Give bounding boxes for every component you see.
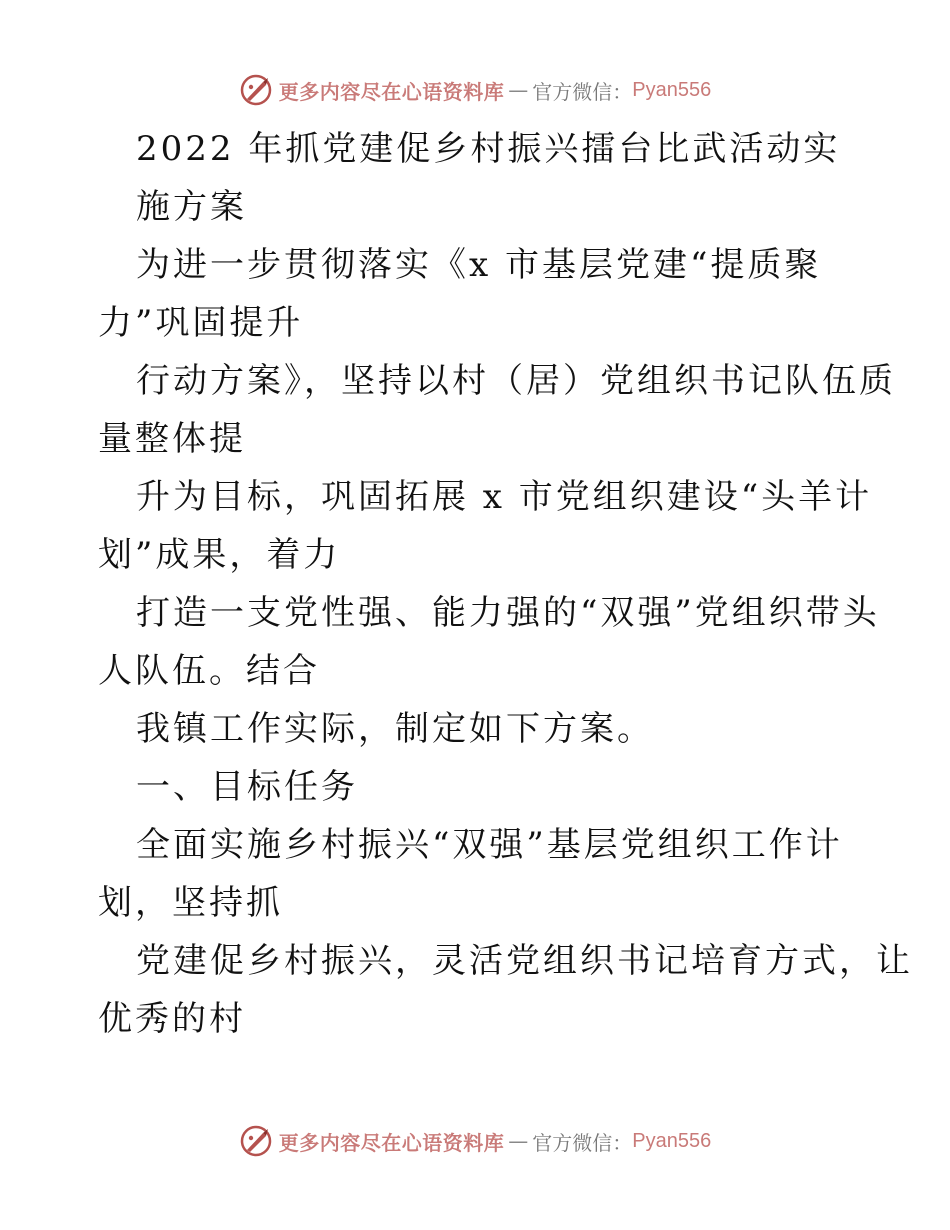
- doc-line: 党建促乡村振兴，灵活党组织书记培育方式，让: [136, 941, 913, 981]
- watermark-account-id: Pyan556: [632, 1129, 712, 1152]
- doc-line: 为进一步贯彻落实《x 市基层党建“提质聚: [136, 245, 822, 285]
- doc-line: 全面实施乡村振兴“双强”基层党组织工作计: [136, 825, 843, 865]
- doc-line: 行动方案》，坚持以村（居）党组织书记队伍质: [136, 361, 896, 401]
- doc-line: 划，坚持抓: [98, 883, 283, 923]
- doc-line: 我镇工作实际，制定如下方案。: [136, 709, 654, 749]
- watermark-account-id: Pyan556: [632, 78, 712, 101]
- footer-watermark: [0, 1121, 950, 1161]
- doc-line: 2022 年抓党建促乡村振兴擂台比武活动实: [136, 129, 841, 169]
- doc-line: 力”巩固提升: [98, 303, 304, 343]
- doc-line: 打造一支党性强、能力强的“双强”党组织带头: [136, 593, 880, 633]
- section-heading: 一、目标任务: [136, 767, 358, 807]
- watermark-main-text: 更多内容尽在心语资料库: [278, 1130, 505, 1155]
- doc-line: 施方案: [136, 187, 247, 227]
- header-watermark: [0, 70, 950, 110]
- watermark-main-text: 更多内容尽在心语资料库: [278, 79, 505, 104]
- doc-line: 量整体提: [98, 419, 246, 459]
- watermark-separator: —: [508, 1129, 529, 1153]
- watermark-side-text: 官方微信：: [532, 1130, 633, 1155]
- doc-line: 划”成果，着力: [98, 535, 341, 575]
- quill-seal-icon: [239, 1124, 273, 1158]
- quill-seal-icon: [239, 73, 273, 107]
- doc-line: 优秀的村: [98, 999, 246, 1039]
- watermark-side-text: 官方微信：: [532, 79, 633, 104]
- doc-line: 人队伍。结合: [98, 651, 320, 691]
- doc-line: 升为目标，巩固拓展 x 市党组织建设“头羊计: [136, 477, 873, 517]
- watermark-separator: —: [508, 78, 529, 102]
